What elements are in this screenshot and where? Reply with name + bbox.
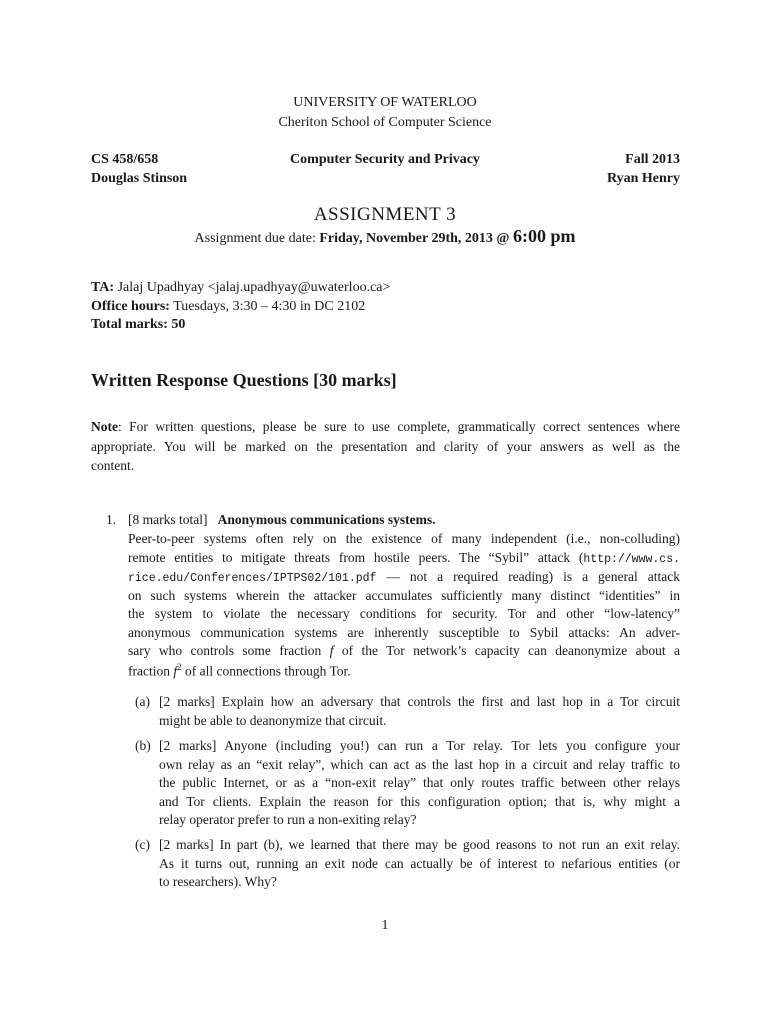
total-marks: Total marks: 50 <box>91 317 186 332</box>
part-c-line-1: [2 marks] In part (b), we learned that there may be good reasons to not run an exit relay. <box>159 837 680 852</box>
course-code: CS 458/658 <box>91 152 159 167</box>
term: Fall 2013 <box>625 152 680 167</box>
due-date-line <box>0 226 770 247</box>
school-name: Cheriton School of Computer Science <box>278 115 492 130</box>
page-number: 1 <box>381 918 389 933</box>
q1-line-2: remote entities to mitigate threats from hostile peers. The “Sybil” attack (http://www.cs. <box>128 550 680 566</box>
office-hours-value: Tuesdays, 3:30 – 4:30 in DC 2102 <box>173 299 366 314</box>
note-line-1: Note: For written questions, please be sure to use complete, grammatically correct sentences where <box>91 419 680 434</box>
q1-line-8: fraction $f^2$ of all connections through Tor. <box>128 662 351 679</box>
question-marks: [8 marks total] <box>128 512 208 527</box>
office-hours-label: Office hours: <box>91 299 170 314</box>
q1-line-6: anonymous communication systems are inherently susceptible to Sybil attacks: An adver- <box>128 625 680 640</box>
sybil-url-part-1[interactable]: http://www.cs. <box>583 553 680 566</box>
q1-line-4: on such systems wherein the attacker accumulates sufficiently many distinct “identities” in <box>128 588 680 603</box>
part-c-line-2: As it turns out, running an exit node can actually be of interest to nefarious entities (or <box>159 856 680 871</box>
math-f2: f <box>173 663 178 679</box>
question-header <box>128 512 436 528</box>
part-c-label: (c) <box>135 837 150 852</box>
part-b-line-1: [2 marks] Anyone (including you!) can run a Tor relay. Tor lets you configure your <box>159 738 680 753</box>
math-f: f <box>329 643 334 658</box>
q1-line-1: Peer-to-peer systems often rely on the existence of many independent (i.e., non-colluding) <box>128 531 680 546</box>
ta-value: Jalaj Upadhyay <jalaj.upadhyay@uwaterloo.ca> <box>117 280 391 295</box>
university-name: UNIVERSITY OF WATERLOO <box>293 95 477 110</box>
part-b-label: (b) <box>135 738 151 753</box>
ta-line <box>91 280 390 296</box>
instructor-right: Ryan Henry <box>606 171 680 186</box>
part-a-line-2: might be able to deanonymize that circuit. <box>159 713 387 728</box>
section-heading: Written Response Questions [30 marks] <box>91 370 397 390</box>
note-label: Note <box>91 419 118 434</box>
part-b-line-2: own relay as an “exit relay”, which can act as the last hop in a circuit and relay traffic to <box>159 757 680 772</box>
question-title: Anonymous communications systems. <box>217 512 436 527</box>
assignment-title: ASSIGNMENT 3 <box>313 204 457 225</box>
part-a-line-1: [2 marks] Explain how an adversary that controls the first and last hop in a Tor circuit <box>159 694 680 709</box>
q1-line-7: sary who controls some fraction f of the Tor network’s capacity can deanonymize about a <box>128 643 680 658</box>
course-title: Computer Security and Privacy <box>290 152 480 167</box>
q1-line-3: rice.edu/Conferences/IPTPS02/101.pdf — not a required reading) is a general attack <box>128 569 680 585</box>
part-b-line-4: and Tor clients. Explain the reason for this configuration option; that is, why might a <box>159 794 680 809</box>
part-b-line-3: the public Internet, or as a “non-exit relay” that only routes traffic between other relays <box>159 775 680 790</box>
note-line-2: appropriate. You will be marked on the presentation and clarity of your answers as well as the <box>91 439 680 454</box>
note-line-3: content. <box>91 458 135 473</box>
due-date: Friday, November 29th, 2013 @ <box>319 231 510 246</box>
office-hours-line <box>91 299 365 315</box>
part-c-line-3: to researchers). Why? <box>159 874 277 889</box>
part-b-line-5: relay operator prefer to run a non-exiting relay? <box>159 812 417 827</box>
q1-line-5: the system to violate the necessary conditions for security. Tor and other “low-latency” <box>128 606 680 621</box>
sybil-url-part-2[interactable]: rice.edu/Conferences/IPTPS02/101.pdf <box>128 572 377 585</box>
due-label: Assignment due date: <box>194 231 316 246</box>
part-a-label: (a) <box>135 694 150 709</box>
instructor-left: Douglas Stinson <box>91 171 188 186</box>
question-number: 1. <box>106 512 117 527</box>
ta-label: TA: <box>91 280 115 295</box>
due-time: 6:00 pm <box>512 226 576 246</box>
